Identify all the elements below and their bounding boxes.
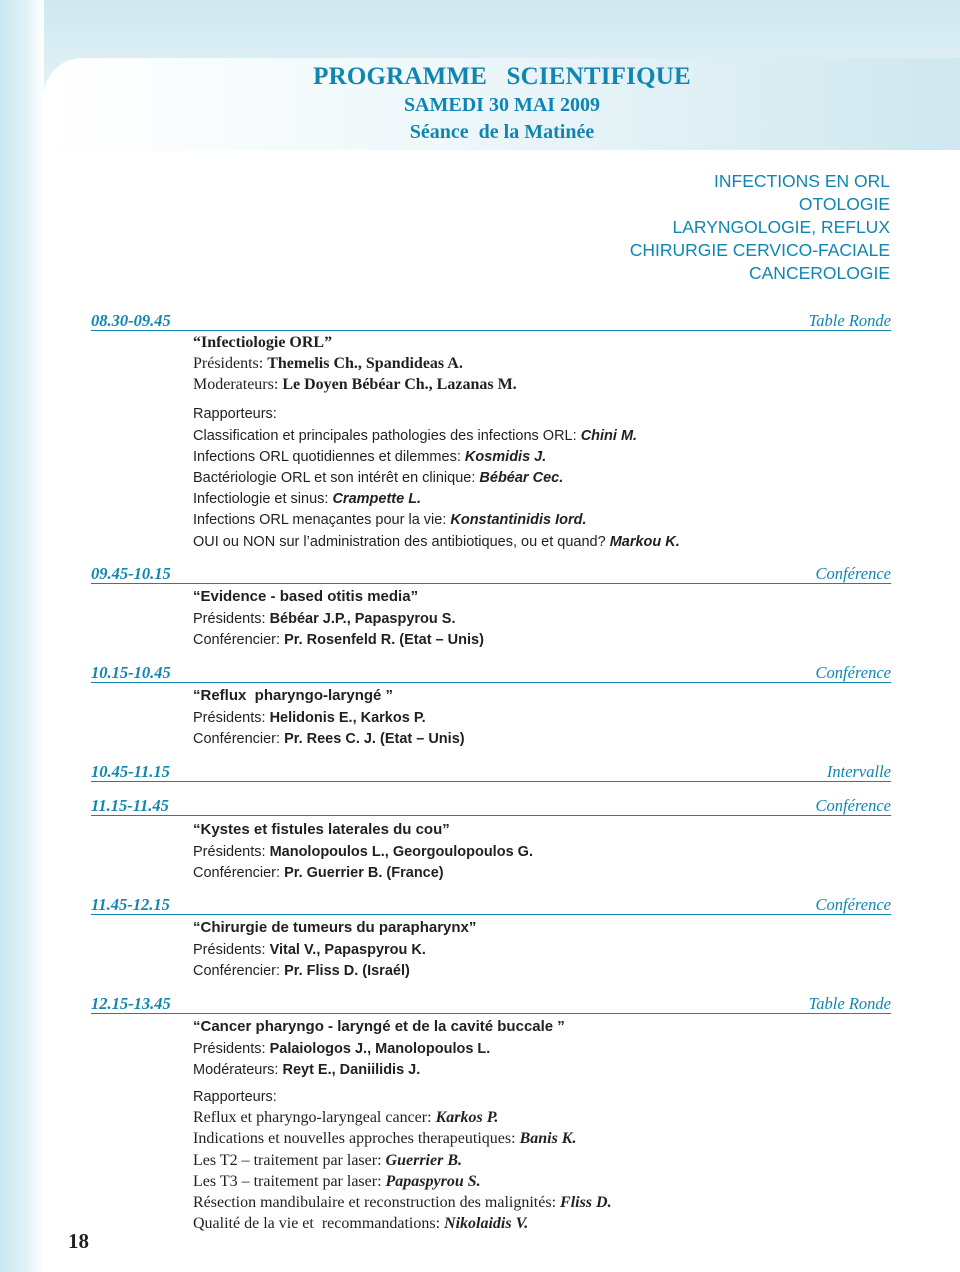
report-item: Indications et nouvelles approches therapeutiques: Banis K. [193, 1130, 577, 1147]
slot-type: Conférence [815, 895, 891, 914]
report-item: Classification et principales pathologies des infections ORL: Chini M. [193, 428, 638, 444]
report-item: Qualité de la vie et recommandations: Nikolaidis V. [193, 1215, 529, 1232]
header-banner [44, 58, 960, 150]
page-title: PROGRAMME SCIENTIFIQUE [313, 63, 691, 90]
session-title: “Evidence - based otitis media” [193, 588, 419, 605]
speaker-line: Conférencier: Pr. Guerrier B. (France) [193, 865, 444, 881]
slot-time: 08.30-09.45 [91, 311, 171, 330]
slot-type: Table Ronde [808, 311, 891, 330]
presidents-line: Présidents: Helidonis E., Karkos P. [193, 710, 426, 726]
slot-time: 09.45-10.15 [91, 564, 171, 583]
slot-type: Conférence [815, 663, 891, 682]
time-slot-row [91, 565, 891, 584]
page-number: 18 [68, 1229, 89, 1253]
topic-item: OTOLOGIE [798, 194, 890, 214]
moderators-line: Moderateurs: Le Doyen Bébéar Ch., Lazanas M. [193, 376, 517, 393]
slot-time: 10.45-11.15 [91, 762, 170, 781]
slot-type: Intervalle [826, 762, 891, 781]
slot-time: 11.45-12.15 [91, 895, 170, 914]
report-item: Infections ORL quotidiennes et dilemmes: Kosmidis J. [193, 449, 547, 465]
topic-item: CANCEROLOGIE [749, 263, 890, 283]
report-item: OUI ou NON sur l’administration des antibiotiques, ou et quand? Markou K. [193, 534, 680, 550]
session-title: “Chirurgie de tumeurs du parapharynx” [193, 919, 477, 936]
slot-time: 10.15-10.45 [91, 663, 171, 682]
speaker-line: Conférencier: Pr. Rosenfeld R. (Etat – Unis) [193, 632, 484, 648]
presidents-line: Présidents: Palaiologos J., Manolopoulos L. [193, 1041, 491, 1057]
presidents-line: Présidents: Vital V., Papaspyrou K. [193, 942, 426, 958]
report-item: Résection mandibulaire et reconstruction des malignités: Fliss D. [193, 1194, 612, 1211]
speaker-line: Conférencier: Pr. Fliss D. (Israél) [193, 963, 410, 979]
page-date: SAMEDI 30 MAI 2009 [403, 94, 601, 116]
report-item: Les T2 – traitement par laser: Guerrier B. [193, 1152, 462, 1169]
slot-type: Conférence [815, 796, 891, 815]
report-item: Les T3 – traitement par laser: Papaspyrou S. [193, 1173, 481, 1190]
time-slot-row [91, 312, 891, 331]
time-slot-row [91, 797, 891, 816]
slot-type: Table Ronde [808, 994, 891, 1013]
session-title: “Kystes et fistules laterales du cou” [193, 821, 450, 838]
presidents-line: Présidents: Themelis Ch., Spandideas A. [193, 355, 463, 372]
session-title: Séance de la Matinée [409, 121, 595, 143]
presidents-line: Présidents: Manolopoulos L., Georgoulopoulos G. [193, 844, 533, 860]
side-decorative-band [0, 0, 44, 1272]
report-item: Infections ORL menaçantes pour la vie: Konstantinidis Iord. [193, 512, 587, 528]
session-title: “Reflux pharyngo-laryngé ” [193, 687, 394, 704]
rapporteurs-label: Rapporteurs: [193, 406, 277, 422]
time-slot-row [91, 763, 891, 782]
report-item: Infectiologie et sinus: Crampette L. [193, 491, 422, 507]
presidents-line: Présidents: Bébéar J.P., Papaspyrou S. [193, 611, 456, 627]
report-item: Reflux et pharyngo-laryngeal cancer: Karkos P. [193, 1109, 499, 1126]
speaker-line: Conférencier: Pr. Rees C. J. (Etat – Unis) [193, 731, 465, 747]
topic-item: LARYNGOLOGIE, REFLUX [672, 217, 890, 237]
time-slot-row [91, 995, 891, 1014]
session-title: “Cancer pharyngo - laryngé et de la cavité buccale ” [193, 1018, 565, 1035]
slot-type: Conférence [815, 564, 891, 583]
rapporteurs-label: Rapporteurs: [193, 1089, 277, 1105]
moderators-line: Modérateurs: Reyt E., Daniilidis J. [193, 1062, 421, 1078]
topic-item: INFECTIONS EN ORL [714, 171, 890, 191]
topics-list [630, 170, 890, 285]
time-slot-row [91, 664, 891, 683]
time-slot-row [91, 896, 891, 915]
report-item: Bactériologie ORL et son intérêt en clinique: Bébéar Cec. [193, 470, 564, 486]
slot-time: 12.15-13.45 [91, 994, 171, 1013]
slot-time: 11.15-11.45 [91, 796, 169, 815]
session-title: “Infectiologie ORL” [193, 334, 333, 351]
topic-item: CHIRURGIE CERVICO-FACIALE [629, 240, 890, 260]
